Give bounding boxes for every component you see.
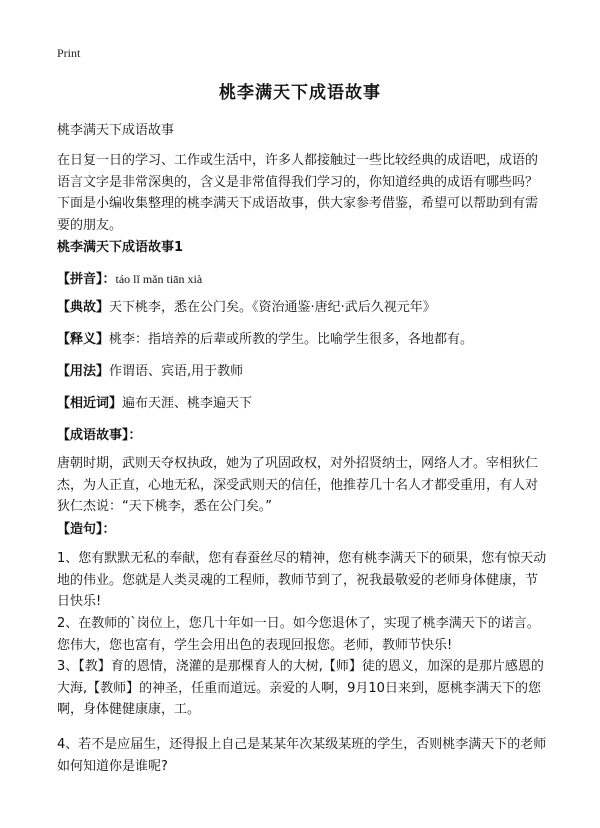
- usage-value: 作谓语、宾语,用于教师: [109, 364, 244, 379]
- synonym-row: [57, 392, 252, 411]
- usage-row: [57, 360, 243, 379]
- meaning-row: [57, 328, 473, 347]
- meaning-label: 【释义】: [57, 332, 110, 347]
- example-item: 2、在教师的`岗位上，您几十年如一日。如今您退休了，实现了桃李满天下的诺言。您伟大，您也富有，学生会用出色的表现回报您。老师，教师节快乐!: [57, 616, 540, 653]
- story-label-row: [57, 424, 142, 443]
- source-row: [57, 296, 436, 315]
- section-heading: 桃李满天下成语故事1: [57, 240, 184, 255]
- intro-paragraph: 在日复一日的学习、工作或生活中，许多人都接触过一些比较经典的成语吧，成语的语言文字是非常深奥的，含义是非常值得我们学习的，你知道经典的成语有哪些吗？下面是小编收集整理的桃李满天下成语故事，供大家参考借鉴，希望可以帮助到有需要的朋友。: [57, 153, 539, 233]
- source-value: 天下桃李，悉在公门矣。《资治通鉴·唐纪·武后久视元年》: [109, 300, 436, 315]
- synonym-label: 【相近词】: [57, 396, 123, 411]
- examples-label-row: [57, 518, 116, 537]
- pinyin-value: táo lǐ mǎn tiān xià: [115, 272, 203, 286]
- synonym-value: 遍布天涯、桃李遍天下: [122, 396, 253, 411]
- pinyin-label: 【拼音】：: [57, 272, 116, 287]
- usage-label: 【用法】: [57, 364, 110, 379]
- example-item: 4、若不是应届生，还得报上自己是某某年次某级某班的学生，否则桃李满天下的老师如何知道你是谁呢?: [57, 737, 547, 774]
- example-item: 3、【教】育的恩情，浇灌的是那棵育人的大树,【师】徒的恩义，加深的是那片感恩的大海,【教师】的神圣，任重而道远。亲爱的人啊，9月10日来到，愿桃李满天下的您啊，身体健健康康，工。: [57, 659, 544, 717]
- meaning-value: 桃李：指培养的后辈或所教的学生。比喻学生很多，各地都有。: [109, 332, 474, 347]
- example-item: 1、您有默默无私的奉献，您有春蚕丝尽的精神，您有桃李满天下的硕果，您有惊天动地的伟业。您就是人类灵魂的工程师，教师节到了，祝我最敬爱的老师身体健康，节日快乐!: [57, 551, 547, 609]
- pinyin-row: [57, 268, 202, 287]
- source-label: 【典故】: [57, 300, 110, 315]
- document-subtitle: 桃李满天下成语故事: [57, 123, 175, 138]
- page-title: 桃李满天下成语故事: [219, 83, 381, 103]
- story-paragraph: 唐朝时期，武则天夺权执政，她为了巩固政权，对外招贤纳士，网络人才。宰相狄仁杰，为人正直，心地无私，深受武则天的信任，他推荐几十名人才都受重用，有人对狄仁杰说：“天下桃李，悉在公门矣。”: [57, 456, 539, 514]
- story-label: 【成语故事】：: [57, 428, 142, 443]
- print-link[interactable]: Print: [57, 46, 81, 60]
- examples-label: 【造句】：: [57, 522, 116, 537]
